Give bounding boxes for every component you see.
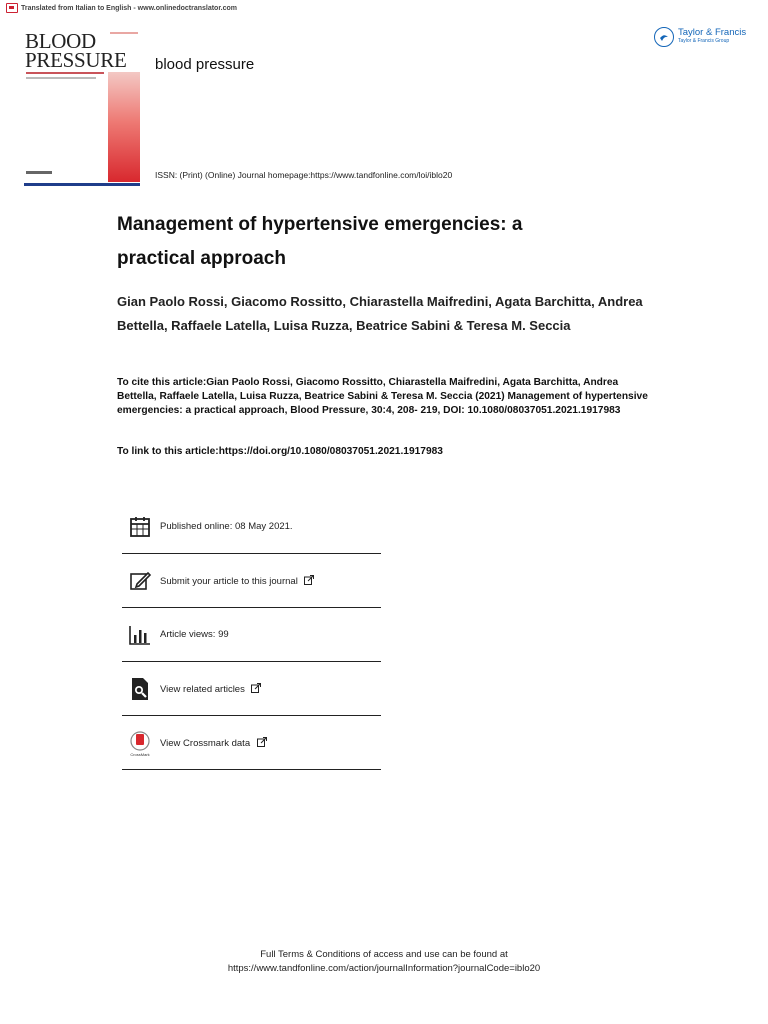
taylor-francis-logo-icon <box>654 27 674 47</box>
svg-text:CrossMark: CrossMark <box>130 751 150 757</box>
article-title: Management of hypertensive emergencies: a practical approach <box>117 214 523 269</box>
journal-name: blood pressure <box>155 56 255 73</box>
published-date: Published online: 08 May 2021. <box>160 521 293 532</box>
translator-banner <box>6 3 237 13</box>
journal-cover <box>24 28 140 186</box>
article-views: Article views: 99 <box>160 629 229 640</box>
issn-homepage-line[interactable]: ISSN: (Print) (Online) Journal homepage:https://www.tandfonline.com/loi/iblo20 <box>155 170 453 180</box>
cover-issn-mark <box>110 32 138 34</box>
terms-link[interactable]: https://www.tandfonline.com/action/journalInformation?journalCode=iblo20 <box>227 963 541 974</box>
publisher-name: Taylor & Francis <box>678 27 747 38</box>
cover-subtitle-line <box>26 72 104 74</box>
crossmark-link[interactable]: View Crossmark data <box>160 737 251 749</box>
related-articles-link[interactable]: View related articles <box>160 683 245 695</box>
calendar-icon <box>128 515 152 539</box>
article-authors: Gian Paolo Rossi, Giacomo Rossitto, Chiarastella Maifredini, Agata Barchitta, Andrea Bettella, Raffaele Latella, Luisa Ruzza, Beatrice Sabini & Teresa M. Seccia <box>117 294 643 333</box>
cover-title: BLOOD PRESSURE <box>25 29 127 72</box>
external-link-icon <box>304 575 314 585</box>
crossmark-row[interactable] <box>122 715 381 770</box>
cover-red-stripe <box>108 72 140 182</box>
citation-text: To cite this article:Gian Paolo Rossi, Giacomo Rossitto, Chiarastella Maifredini, Agata Barchitta, Andrea Bettella, Raffaele Latella, Luisa Ruzza, Beatrice Sabini & Teresa M. Seccia (2021) Management of hypertensive emergencies: a practical approach, Blood Pressure, 30:4, 208- 219, DOI: 10.1080/08037051.2021.1917983 <box>117 377 648 416</box>
terms-text: Full Terms & Conditions of access and use can be found at <box>260 949 508 960</box>
crossmark-icon <box>128 731 152 755</box>
document-search-icon <box>128 677 152 701</box>
translator-banner-text: Translated from Italian to English - www.onlinedoctranslator.com <box>21 4 237 12</box>
cover-publisher-logo <box>26 171 52 174</box>
bar-chart-icon <box>128 623 152 647</box>
external-link-icon <box>257 737 267 747</box>
document-translate-icon <box>6 3 18 13</box>
publisher-logo <box>654 27 746 47</box>
published-row <box>122 500 381 553</box>
article-info-box <box>122 500 381 770</box>
publisher-group: Taylor & Francis Group <box>678 38 730 44</box>
edit-pencil-icon <box>128 569 152 593</box>
submit-article-link[interactable]: Submit your article to this journal <box>160 575 298 587</box>
cover-subtitle-line <box>26 77 96 79</box>
cover-bottom-bar <box>24 183 140 186</box>
article-views-row <box>122 607 381 661</box>
terms-footer <box>0 948 768 976</box>
doi-link[interactable]: To link to this article:https://doi.org/10.1080/08037051.2021.1917983 <box>117 446 443 457</box>
related-articles-row[interactable] <box>122 661 381 715</box>
submit-article-row[interactable] <box>122 553 381 607</box>
external-link-icon <box>251 683 261 693</box>
